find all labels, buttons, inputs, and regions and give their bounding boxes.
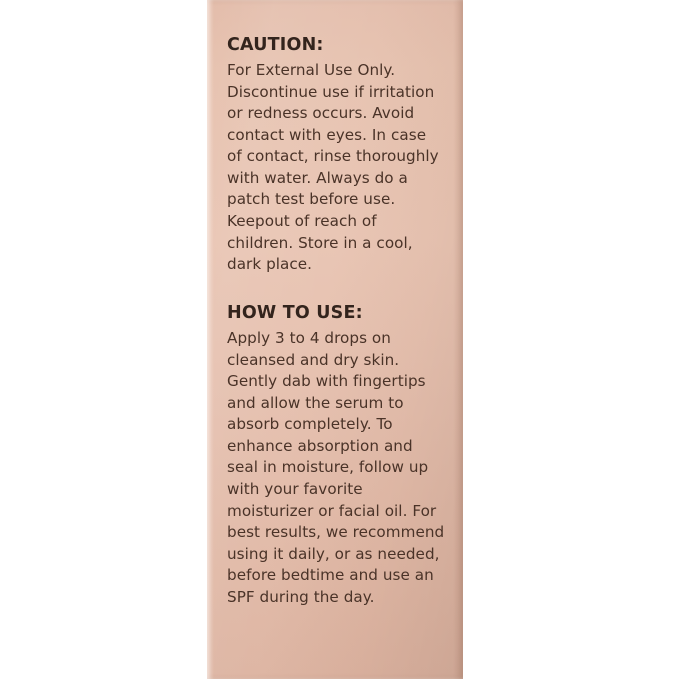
box-right-edge-shadow <box>453 0 463 679</box>
product-box <box>207 0 463 679</box>
how-to-use-body: Apply 3 to 4 drops on cleansed and dry skin. Gently dab with fingertips and allow the serum to absorb completely. To enhance absorption and seal in moisture, follow up with your favorite moisturizer or facial oil. For best results, we recommend using it daily, or as needed, before bedtime and use an SPF during the day. <box>227 329 445 606</box>
caution-heading: CAUTION: <box>227 35 324 55</box>
how-to-use-section <box>227 303 445 609</box>
caution-section <box>227 35 445 276</box>
how-to-use-heading: HOW TO USE: <box>227 303 363 323</box>
box-left-edge-highlight <box>207 0 214 679</box>
caution-body: For External Use Only. Discontinue use if irritation or redness occurs. Avoid contact with eyes. In case of contact, rinse thoroughly with water. Always do a patch test before use. Keepout of reach of children. Store in a cool, dark place. <box>227 61 439 274</box>
